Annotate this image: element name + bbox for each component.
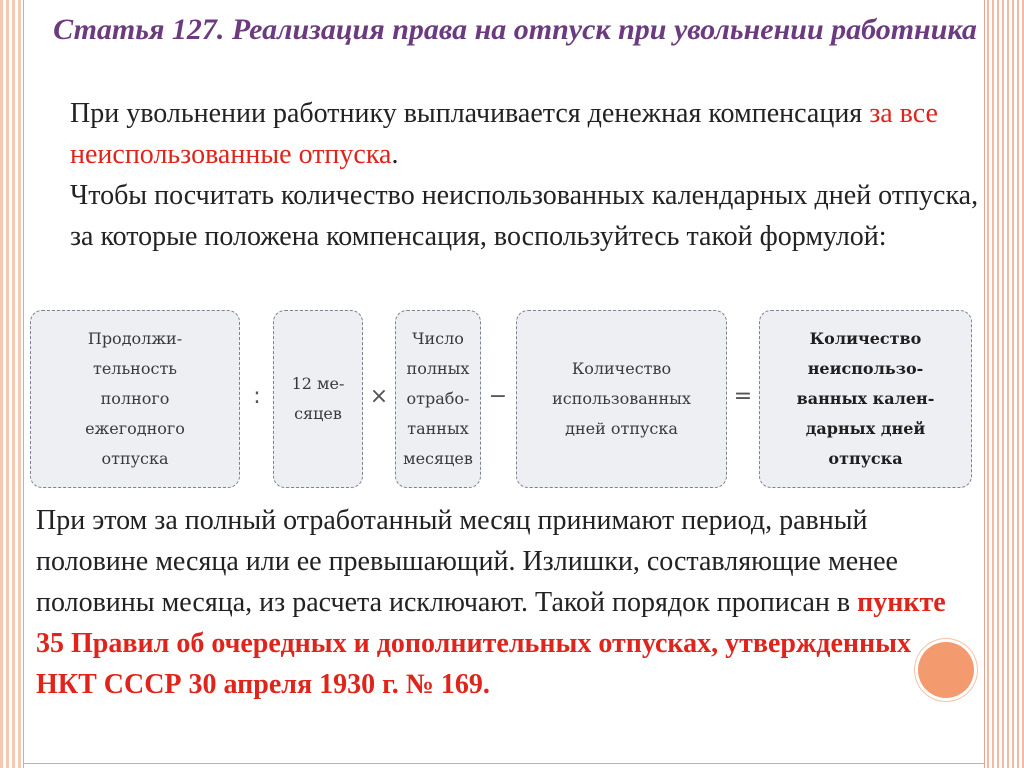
left-decorative-border bbox=[0, 0, 24, 768]
formula-divide-operator: : bbox=[253, 384, 261, 409]
legal-reference-highlight: пункте 35 Правил об очередных и дополнительных отпусках, утвержденных НКТ СССР 30 апреля 1930 г. № 169. bbox=[36, 587, 946, 700]
formula-multiply-operator: × bbox=[369, 384, 389, 409]
formula-term-worked-months: Число полных отрабо- танных месяцев bbox=[395, 310, 481, 488]
formula-minus-operator: − bbox=[488, 384, 508, 409]
formula-result-unused-days: Количество неиспользо- ванных кален- дарных дней отпуска bbox=[759, 310, 972, 488]
unused-vacations-highlight: за все неиспользованные отпуска bbox=[70, 98, 938, 170]
formula-term-vacation-duration: Продолжи- тельность полного ежегодного отпуска bbox=[30, 310, 240, 488]
paragraph-compensation bbox=[36, 93, 1000, 175]
slide-title: Статья 127. Реализация права на отпуск при увольнении работника bbox=[53, 13, 977, 46]
vacation-formula bbox=[24, 300, 980, 495]
paragraph-full-month-rule bbox=[36, 500, 966, 705]
formula-term-twelve-months: 12 ме- сяцев bbox=[273, 310, 363, 488]
formula-equals-operator: = bbox=[733, 384, 753, 409]
paragraph-formula-intro: Чтобы посчитать количество неиспользованных календарных дней отпуска, за которые положена компенсация, воспользуйтесь такой формулой: bbox=[70, 180, 979, 252]
decorative-circle bbox=[918, 642, 974, 698]
paragraph-full-month-rule-text: При этом за полный отработанный месяц принимают период, равный половине месяца или ее превышающий. Излишки, составляющие менее половины месяца, из расчета исключают. Такой порядок прописан в bbox=[36, 505, 898, 618]
paragraph-compensation-end: . bbox=[391, 139, 399, 170]
bottom-divider bbox=[24, 763, 984, 764]
formula-term-used-days: Количество использованных дней отпуска bbox=[516, 310, 727, 488]
paragraph-compensation-text: При увольнении работнику выплачивается денежная компенсация bbox=[70, 98, 870, 129]
